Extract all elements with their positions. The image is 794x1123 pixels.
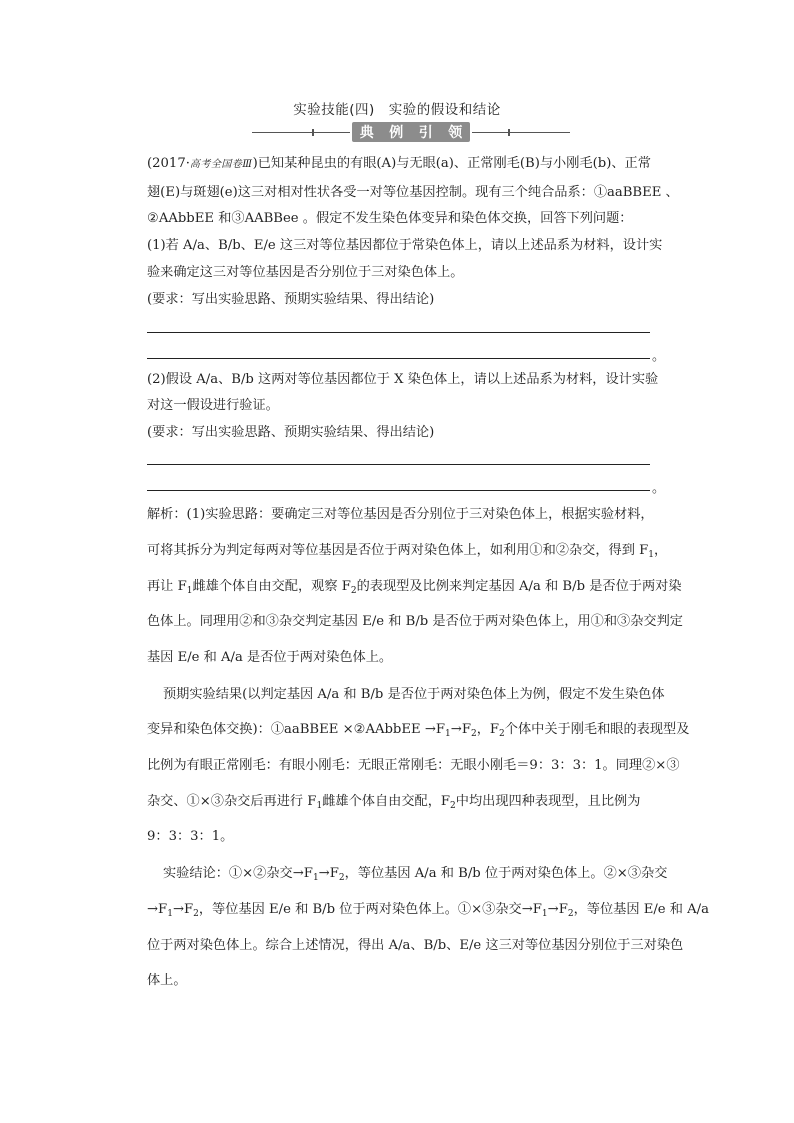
banner-char: 典	[359, 125, 374, 141]
analysis-line: 基因 E/e 和 A/a 是否位于两对染色体上。	[147, 650, 393, 665]
end-mark: 。	[652, 481, 666, 496]
answer-blank-line[interactable]	[147, 464, 650, 465]
question-part1: (1)若 A/a、B/b、E/e 这三对等位基因都位于常染色体上，请以上述品系为材料，设计实	[147, 238, 663, 253]
question-stem-line: ②AAbbEE 和③AABBee 。假定不发生染色体变异和染色体交换，回答下列问题：	[147, 211, 633, 226]
banner-box	[352, 122, 470, 142]
banner-rule-left	[252, 132, 350, 133]
analysis-line: 可将其拆分为判定每两对等位基因是否位于两对染色体上，如利用①和②杂交，得到 $F_1$，	[147, 543, 668, 560]
answer-blank-line[interactable]	[147, 490, 650, 491]
question-part1: 验来确定这三对等位基因是否分别位于三对染色体上。	[147, 265, 464, 280]
banner-char: 例	[389, 125, 404, 141]
question-source: 高考全国卷Ⅲ	[189, 159, 253, 170]
analysis-line: 9：3：3：1。	[147, 829, 234, 844]
question-part2: 对这一假设进行验证。	[147, 398, 279, 413]
question-part2: (2)假设 A/a、B/b 这两对等位基因都位于 X 染色体上，请以上述品系为材料，设计实验	[147, 372, 659, 387]
analysis-line: 实验结论：①×②杂交$\to F_1\to F_2$，等位基因 A/a 和 B/b 位于两对染色体上。②×③杂交	[163, 866, 668, 883]
analysis-line: 比例为有眼正常刚毛：有眼小刚毛：无眼正常刚毛：无眼小刚毛＝9：3：3：1。同理②×③	[147, 758, 680, 773]
answer-blank-line[interactable]	[147, 358, 650, 359]
analysis-line: 色体上。同理用②和③杂交判定基因 E/e 和 B/b 是否位于两对染色体上，用①和③杂交判定	[147, 614, 683, 629]
analysis-line: 预期实验结果(以判定基因 A/a 和 B/b 是否位于两对染色体上为例，假定不发生染色体	[163, 687, 665, 702]
analysis-line: 杂交、①×③杂交后再进行 $F_1$雌雄个体自由交配，$F_2$中均出现四种表现型，且比例为	[147, 794, 641, 811]
question-stem-line: 翅(E)与斑翅(e)这三对相对性状各受一对等位基因控制。现有三个纯合品系：①aaBBEE 、	[147, 185, 679, 200]
analysis-line: 解析：(1)实验思路：要确定三对等位基因是否分别位于三对染色体上，根据实验材料，	[147, 507, 654, 522]
question-part1-requirement: (要求：写出实验思路、预期实验结果、得出结论)	[147, 292, 435, 307]
banner-char: 领	[448, 125, 463, 141]
section-banner	[252, 122, 570, 144]
analysis-line: $\to F_1\to F_2$，等位基因 E/e 和 B/b 位于两对染色体上。①×③杂交$\to F_1\to F_2$，等位基因 E/e 和 A/a	[147, 902, 709, 919]
analysis-line: 再让 $F_1$雌雄个体自由交配，观察 $F_2$的表现型及比例来判定基因 A/a 和 B/b 是否位于两对染	[147, 579, 682, 596]
analysis-line: 体上。	[147, 973, 187, 988]
question-part2-requirement: (要求：写出实验思路、预期实验结果、得出结论)	[147, 425, 435, 440]
banner-char: 引	[418, 125, 433, 141]
end-mark: 。	[652, 349, 666, 364]
analysis-line: 变异和染色体交换)：①aaBBEE ×②AAbbEE $\to F_1\to F_2$，$F_2$个体中关于刚毛和眼的表现型及	[147, 722, 690, 739]
page-title: 实验技能(四) 实验的假设和结论	[293, 102, 501, 118]
banner-tick	[312, 129, 314, 136]
analysis-line: 位于两对染色体上。综合上述情况，得出 A/a、B/b、E/e 这三对等位基因分别位于三对染色	[147, 938, 684, 953]
answer-blank-line[interactable]	[147, 332, 650, 333]
question-stem-line: (2017·高考全国卷Ⅲ)已知某种昆虫的有眼(A)与无眼(a)、正常刚毛(B)与小刚毛(b)、正常	[147, 156, 651, 171]
banner-rule-right	[472, 132, 570, 133]
